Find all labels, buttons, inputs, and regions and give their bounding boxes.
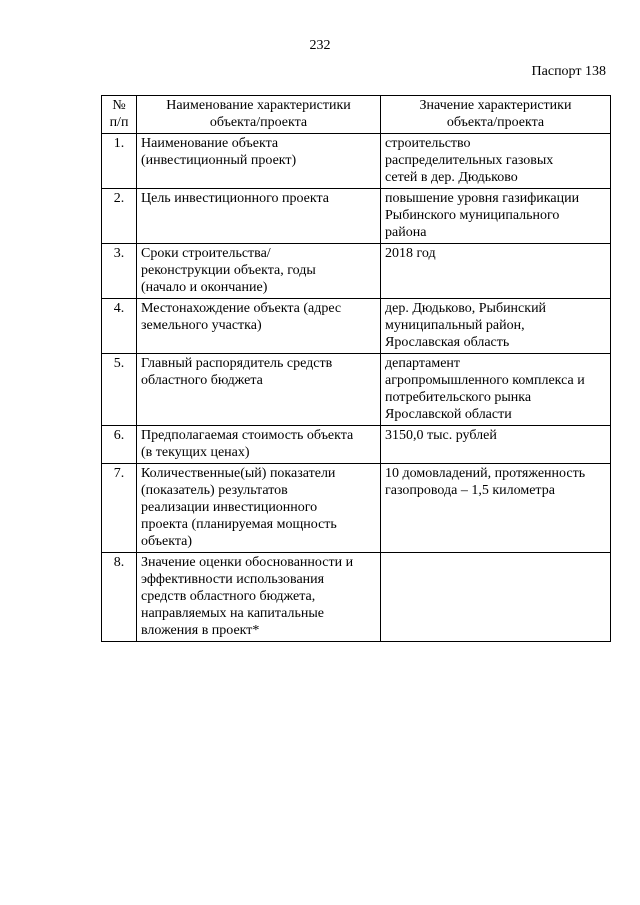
- row-characteristic-value: [381, 553, 611, 642]
- row-characteristic-name: Наименование объекта (инвестиционный проект): [137, 134, 381, 189]
- row-characteristic-name: Предполагаемая стоимость объекта (в текущих ценах): [137, 426, 381, 464]
- row-number: 5.: [102, 354, 137, 426]
- row-number: 2.: [102, 189, 137, 244]
- table-header-row: [102, 96, 611, 134]
- row-number: 8.: [102, 553, 137, 642]
- table-row: [102, 464, 611, 553]
- table-row: [102, 426, 611, 464]
- row-number: 7.: [102, 464, 137, 553]
- row-characteristic-value: 3150,0 тыс. рублей: [381, 426, 611, 464]
- page-number: 232: [309, 38, 331, 53]
- row-number: 4.: [102, 299, 137, 354]
- table-row: [102, 553, 611, 642]
- row-characteristic-name: Количественные(ый) показатели (показатель) результатов реализации инвестиционного проекта (планируемая мощность объекта): [137, 464, 381, 553]
- row-characteristic-value: 2018 год: [381, 244, 611, 299]
- table-row: [102, 134, 611, 189]
- table-row: [102, 244, 611, 299]
- row-characteristic-name: Местонахождение объекта (адрес земельного участка): [137, 299, 381, 354]
- row-characteristic-name: Значение оценки обоснованности и эффективности использования средств областного бюджета, направляемых на капитальные вложения в проект*: [137, 553, 381, 642]
- row-characteristic-value: 10 домовладений, протяженность газопровода – 1,5 километра: [381, 464, 611, 553]
- header-characteristic-value: Значение характеристики объекта/проекта: [381, 96, 611, 134]
- row-characteristic-value: департамент агропромышленного комплекса и потребительского рынка Ярославской области: [381, 354, 611, 426]
- row-characteristic-value: дер. Дюдьково, Рыбинский муниципальный район, Ярославская область: [381, 299, 611, 354]
- row-characteristic-name: Цель инвестиционного проекта: [137, 189, 381, 244]
- row-number: 3.: [102, 244, 137, 299]
- row-number: 6.: [102, 426, 137, 464]
- passport-label: Паспорт 138: [531, 64, 606, 79]
- table-row: [102, 189, 611, 244]
- row-characteristic-name: Главный распорядитель средств областного бюджета: [137, 354, 381, 426]
- row-characteristic-name: Сроки строительства/ реконструкции объекта, годы (начало и окончание): [137, 244, 381, 299]
- row-number: 1.: [102, 134, 137, 189]
- header-characteristic-name: Наименование характеристики объекта/проекта: [137, 96, 381, 134]
- table-row: [102, 354, 611, 426]
- passport-table: [101, 95, 611, 642]
- header-number: № п/п: [102, 96, 137, 134]
- row-characteristic-value: строительство распределительных газовых сетей в дер. Дюдьково: [381, 134, 611, 189]
- table-row: [102, 299, 611, 354]
- row-characteristic-value: повышение уровня газификации Рыбинского муниципального района: [381, 189, 611, 244]
